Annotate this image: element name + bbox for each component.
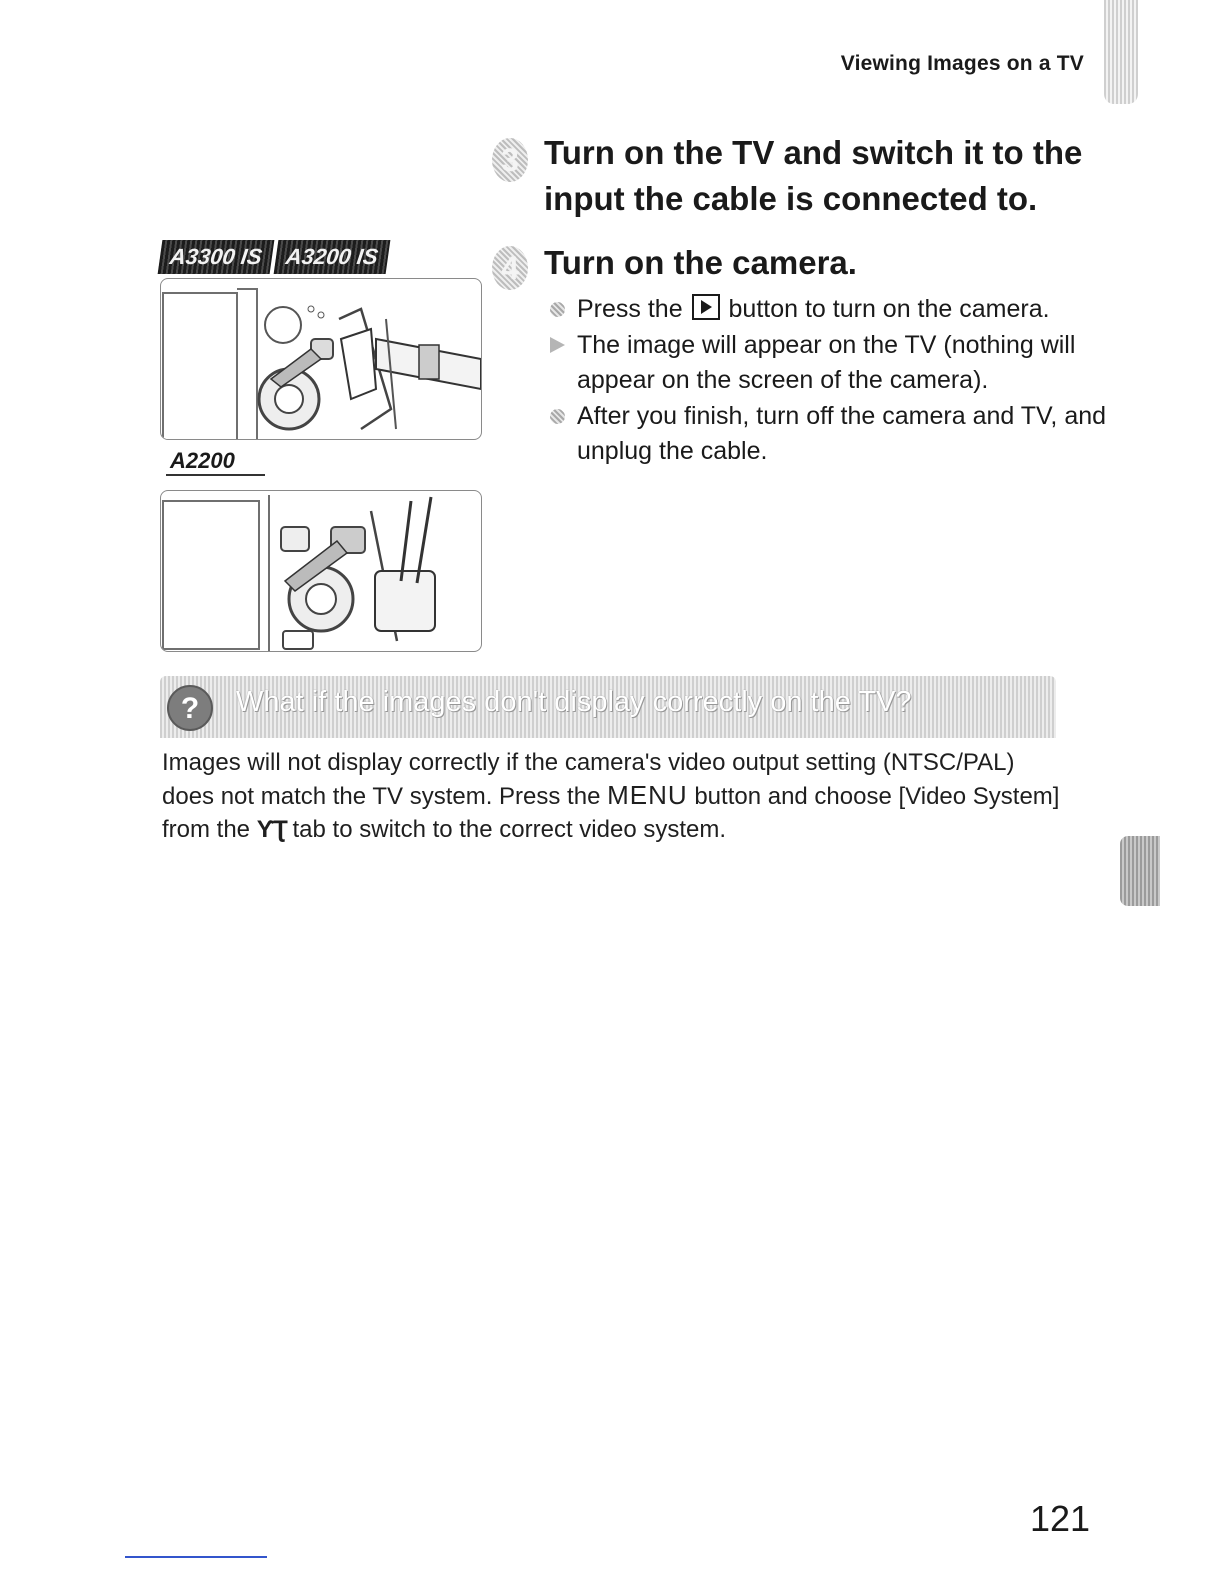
bullet-dot-icon — [550, 302, 565, 317]
camera-back-drawing — [161, 279, 481, 439]
instruction-text-after: button to turn on the camera. — [728, 295, 1050, 323]
instruction-text: After you finish, turn off the camera and TV, and unplug the cable. — [577, 401, 1107, 465]
model-tag-a2200: A2200 — [166, 448, 265, 476]
step-4-number-badge: 4 — [492, 246, 528, 290]
tools-tab-icon: ƳƮ — [256, 816, 286, 843]
menu-button-label: MENU — [607, 780, 688, 810]
question-icon — [166, 684, 214, 732]
faq-body-text: tab to switch to the correct video system. — [292, 816, 727, 843]
bullet-dot-icon — [550, 409, 565, 424]
step-4-instructions — [548, 292, 1118, 470]
instruction-item — [548, 399, 1118, 470]
page-number: 121 — [1030, 1498, 1091, 1539]
instruction-item — [548, 292, 1118, 328]
instruction-text: The image will appear on the TV (nothing will appear on the screen of the camera). — [577, 330, 1076, 394]
camera-back-drawing — [161, 491, 481, 651]
model-tag-a3300: A3300 IS — [158, 240, 275, 274]
instruction-item — [548, 328, 1118, 399]
chapter-marker-tab — [1120, 836, 1160, 906]
footer-rule — [125, 1556, 267, 1558]
faq-body-text: Images will not display correctly if the camera's video output setting (NTSC/PAL) does not match the TV system. Press the — [162, 749, 1015, 810]
camera-illustration-a3300 — [160, 278, 482, 440]
step-3-number-badge: 3 — [492, 138, 528, 182]
step-3-title: Turn on the TV and switch it to the input the cable is connected to. — [544, 134, 1083, 217]
playback-button-icon — [692, 294, 720, 320]
chapter-edge-tab — [1104, 0, 1138, 104]
svg-text:?: ? — [180, 692, 200, 725]
faq-title: What if the images don't display correctly on the TV? — [236, 686, 912, 718]
instruction-text-before: Press the — [577, 295, 683, 323]
model-labels-a — [160, 240, 387, 274]
camera-illustration-a2200 — [160, 490, 482, 652]
result-triangle-icon — [550, 337, 565, 353]
model-tag-a3200: A3200 IS — [273, 240, 390, 274]
faq-body — [162, 746, 1062, 846]
faq-body-text: button and choose [Video System] from the — [162, 783, 1060, 843]
running-header: Viewing Images on a TV — [840, 52, 1084, 75]
step-4-title: Turn on the camera. — [544, 244, 857, 281]
